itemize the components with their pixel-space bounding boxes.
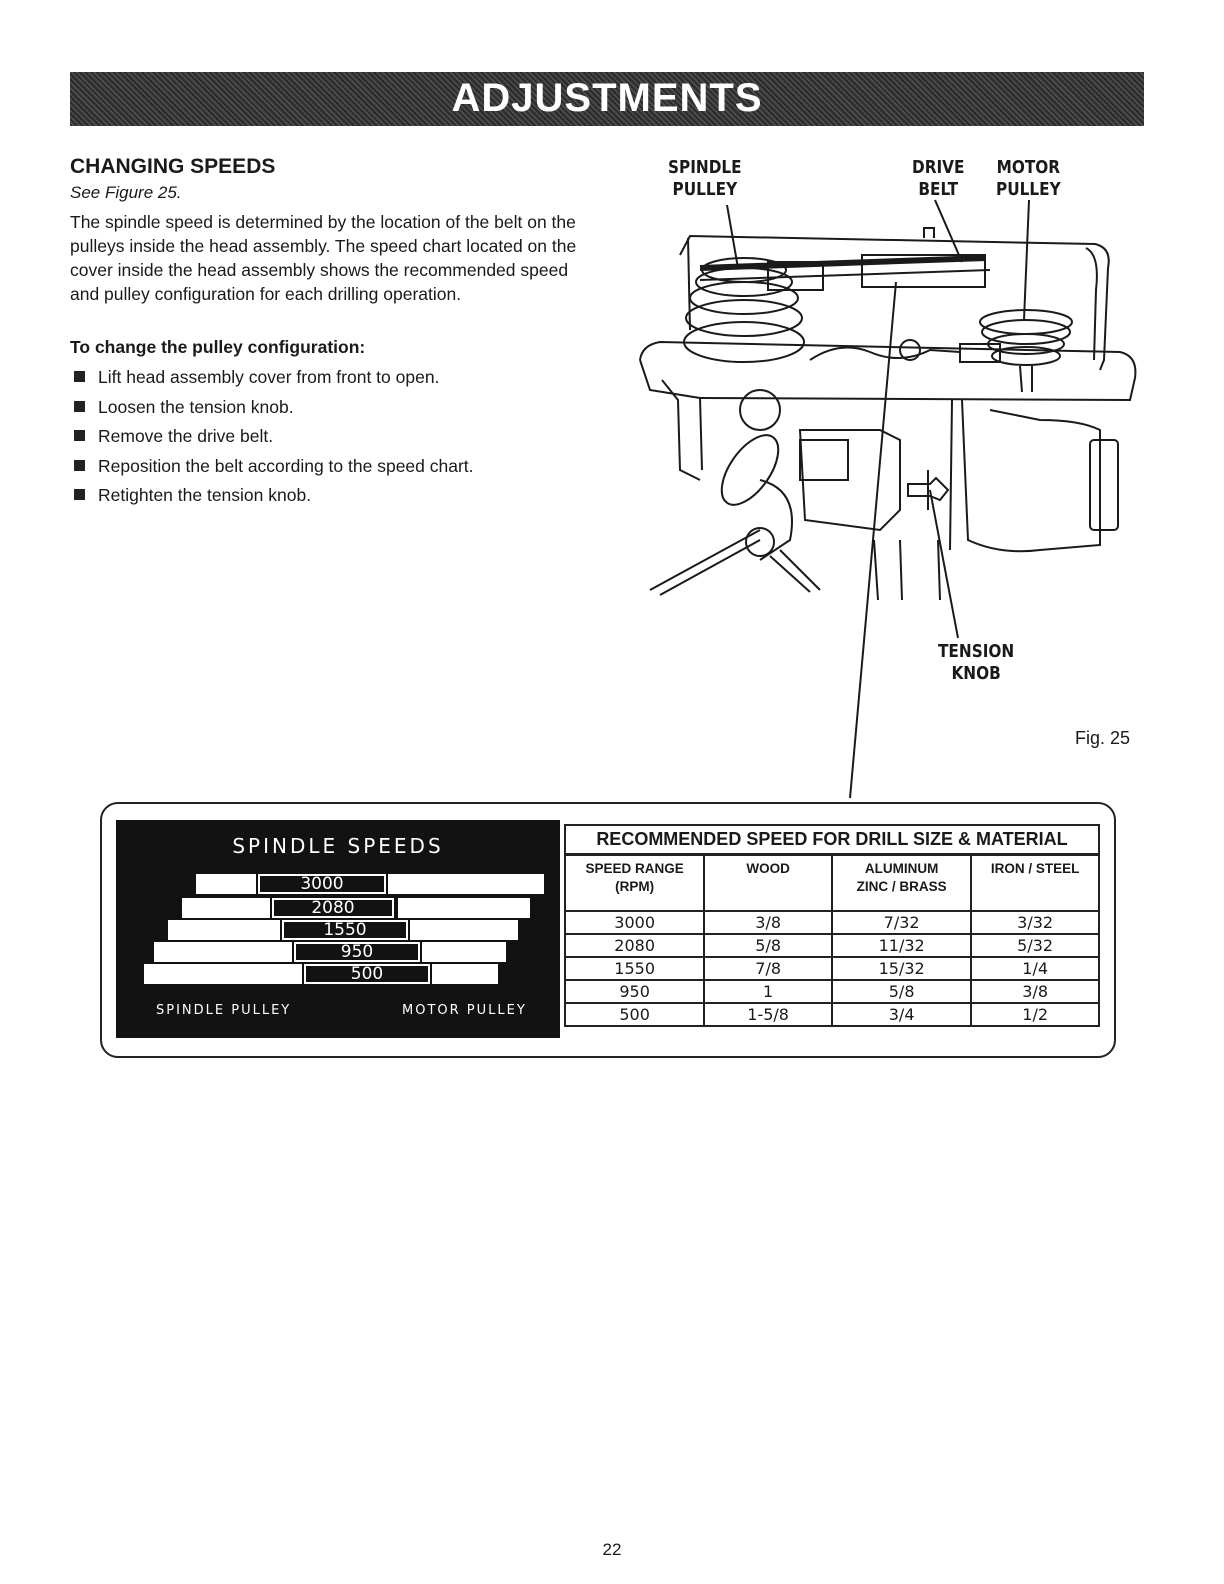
col-header-iron-steel: IRON / STEEL	[971, 855, 1099, 912]
step-item: Loosen the tension knob.	[70, 397, 590, 427]
callout-drive-belt: DRIVE BELT	[912, 157, 965, 200]
spindle-pulley-label: SPINDLE PULLEY	[156, 1003, 292, 1018]
section-title: CHANGING SPEEDS	[70, 155, 276, 178]
spindle-pulley-step	[196, 874, 256, 894]
section-banner	[70, 72, 1144, 126]
callout-spindle-pulley: SPINDLE PULLEY	[668, 157, 742, 200]
callout-motor-pulley: MOTOR PULLEY	[996, 157, 1061, 200]
motor-pulley-step	[398, 898, 530, 918]
page-number: 22	[602, 1540, 622, 1559]
spindle-pulley-step	[144, 964, 302, 984]
steps-list	[70, 367, 590, 515]
spindle-speeds-title: SPINDLE SPEEDS	[232, 834, 444, 858]
col-header-aluminum: ALUMINUM ZINC / BRASS	[832, 855, 971, 912]
speed-label-2080: 2080	[272, 898, 394, 918]
figure-reference: See Figure 25.	[70, 183, 182, 202]
bullet-icon	[74, 401, 85, 412]
speed-label-1550: 1550	[282, 920, 408, 940]
spindle-pulley-step	[182, 898, 270, 918]
table-row: 2080 5/8 11/32 5/32	[565, 934, 1099, 957]
drill-press-head-illustration	[620, 150, 1140, 800]
bullet-icon	[74, 371, 85, 382]
intro-paragraph: The spindle speed is determined by the location of the belt on the pulleys inside the head assembly. The speed chart located on the cover inside the head assembly shows the recommended speed and pulley configuration for each drilling operation.	[70, 212, 577, 304]
spindle-speeds-panel	[116, 820, 560, 1038]
callout-tension-knob: TENSION KNOB	[938, 641, 1015, 684]
motor-pulley-label: MOTOR PULLEY	[402, 1003, 527, 1018]
bullet-icon	[74, 460, 85, 471]
step-item: Lift head assembly cover from front to open.	[70, 367, 590, 397]
step-item: Retighten the tension knob.	[70, 485, 590, 515]
steps-heading: To change the pulley configuration:	[70, 337, 366, 357]
motor-pulley-step	[388, 874, 544, 894]
speed-label-3000: 3000	[258, 874, 386, 894]
step-item: Remove the drive belt.	[70, 426, 590, 456]
spindle-pulley-step	[154, 942, 292, 962]
table-row: 1550 7/8 15/32 1/4	[565, 957, 1099, 980]
speed-label-500: 500	[304, 964, 430, 984]
bullet-icon	[74, 489, 85, 500]
bullet-icon	[74, 430, 85, 441]
col-header-speed: SPEED RANGE (RPM)	[565, 855, 704, 912]
step-item: Reposition the belt according to the speed chart.	[70, 456, 590, 486]
motor-pulley-step	[432, 964, 498, 984]
recommended-speed-table	[564, 824, 1100, 1027]
table-title: RECOMMENDED SPEED FOR DRILL SIZE & MATERIAL	[565, 825, 1099, 855]
table-row: 500 1-5/8 3/4 1/2	[565, 1003, 1099, 1026]
banner-title: ADJUSTMENTS	[451, 76, 763, 120]
figure-label: Fig. 25	[1075, 728, 1131, 748]
table-row: 3000 3/8 7/32 3/32	[565, 911, 1099, 934]
table-row: 950 1 5/8 3/8	[565, 980, 1099, 1003]
col-header-wood: WOOD	[704, 855, 832, 912]
spindle-pulley-step	[168, 920, 280, 940]
motor-pulley-step	[422, 942, 506, 962]
motor-pulley-step	[410, 920, 518, 940]
speed-label-950: 950	[294, 942, 420, 962]
